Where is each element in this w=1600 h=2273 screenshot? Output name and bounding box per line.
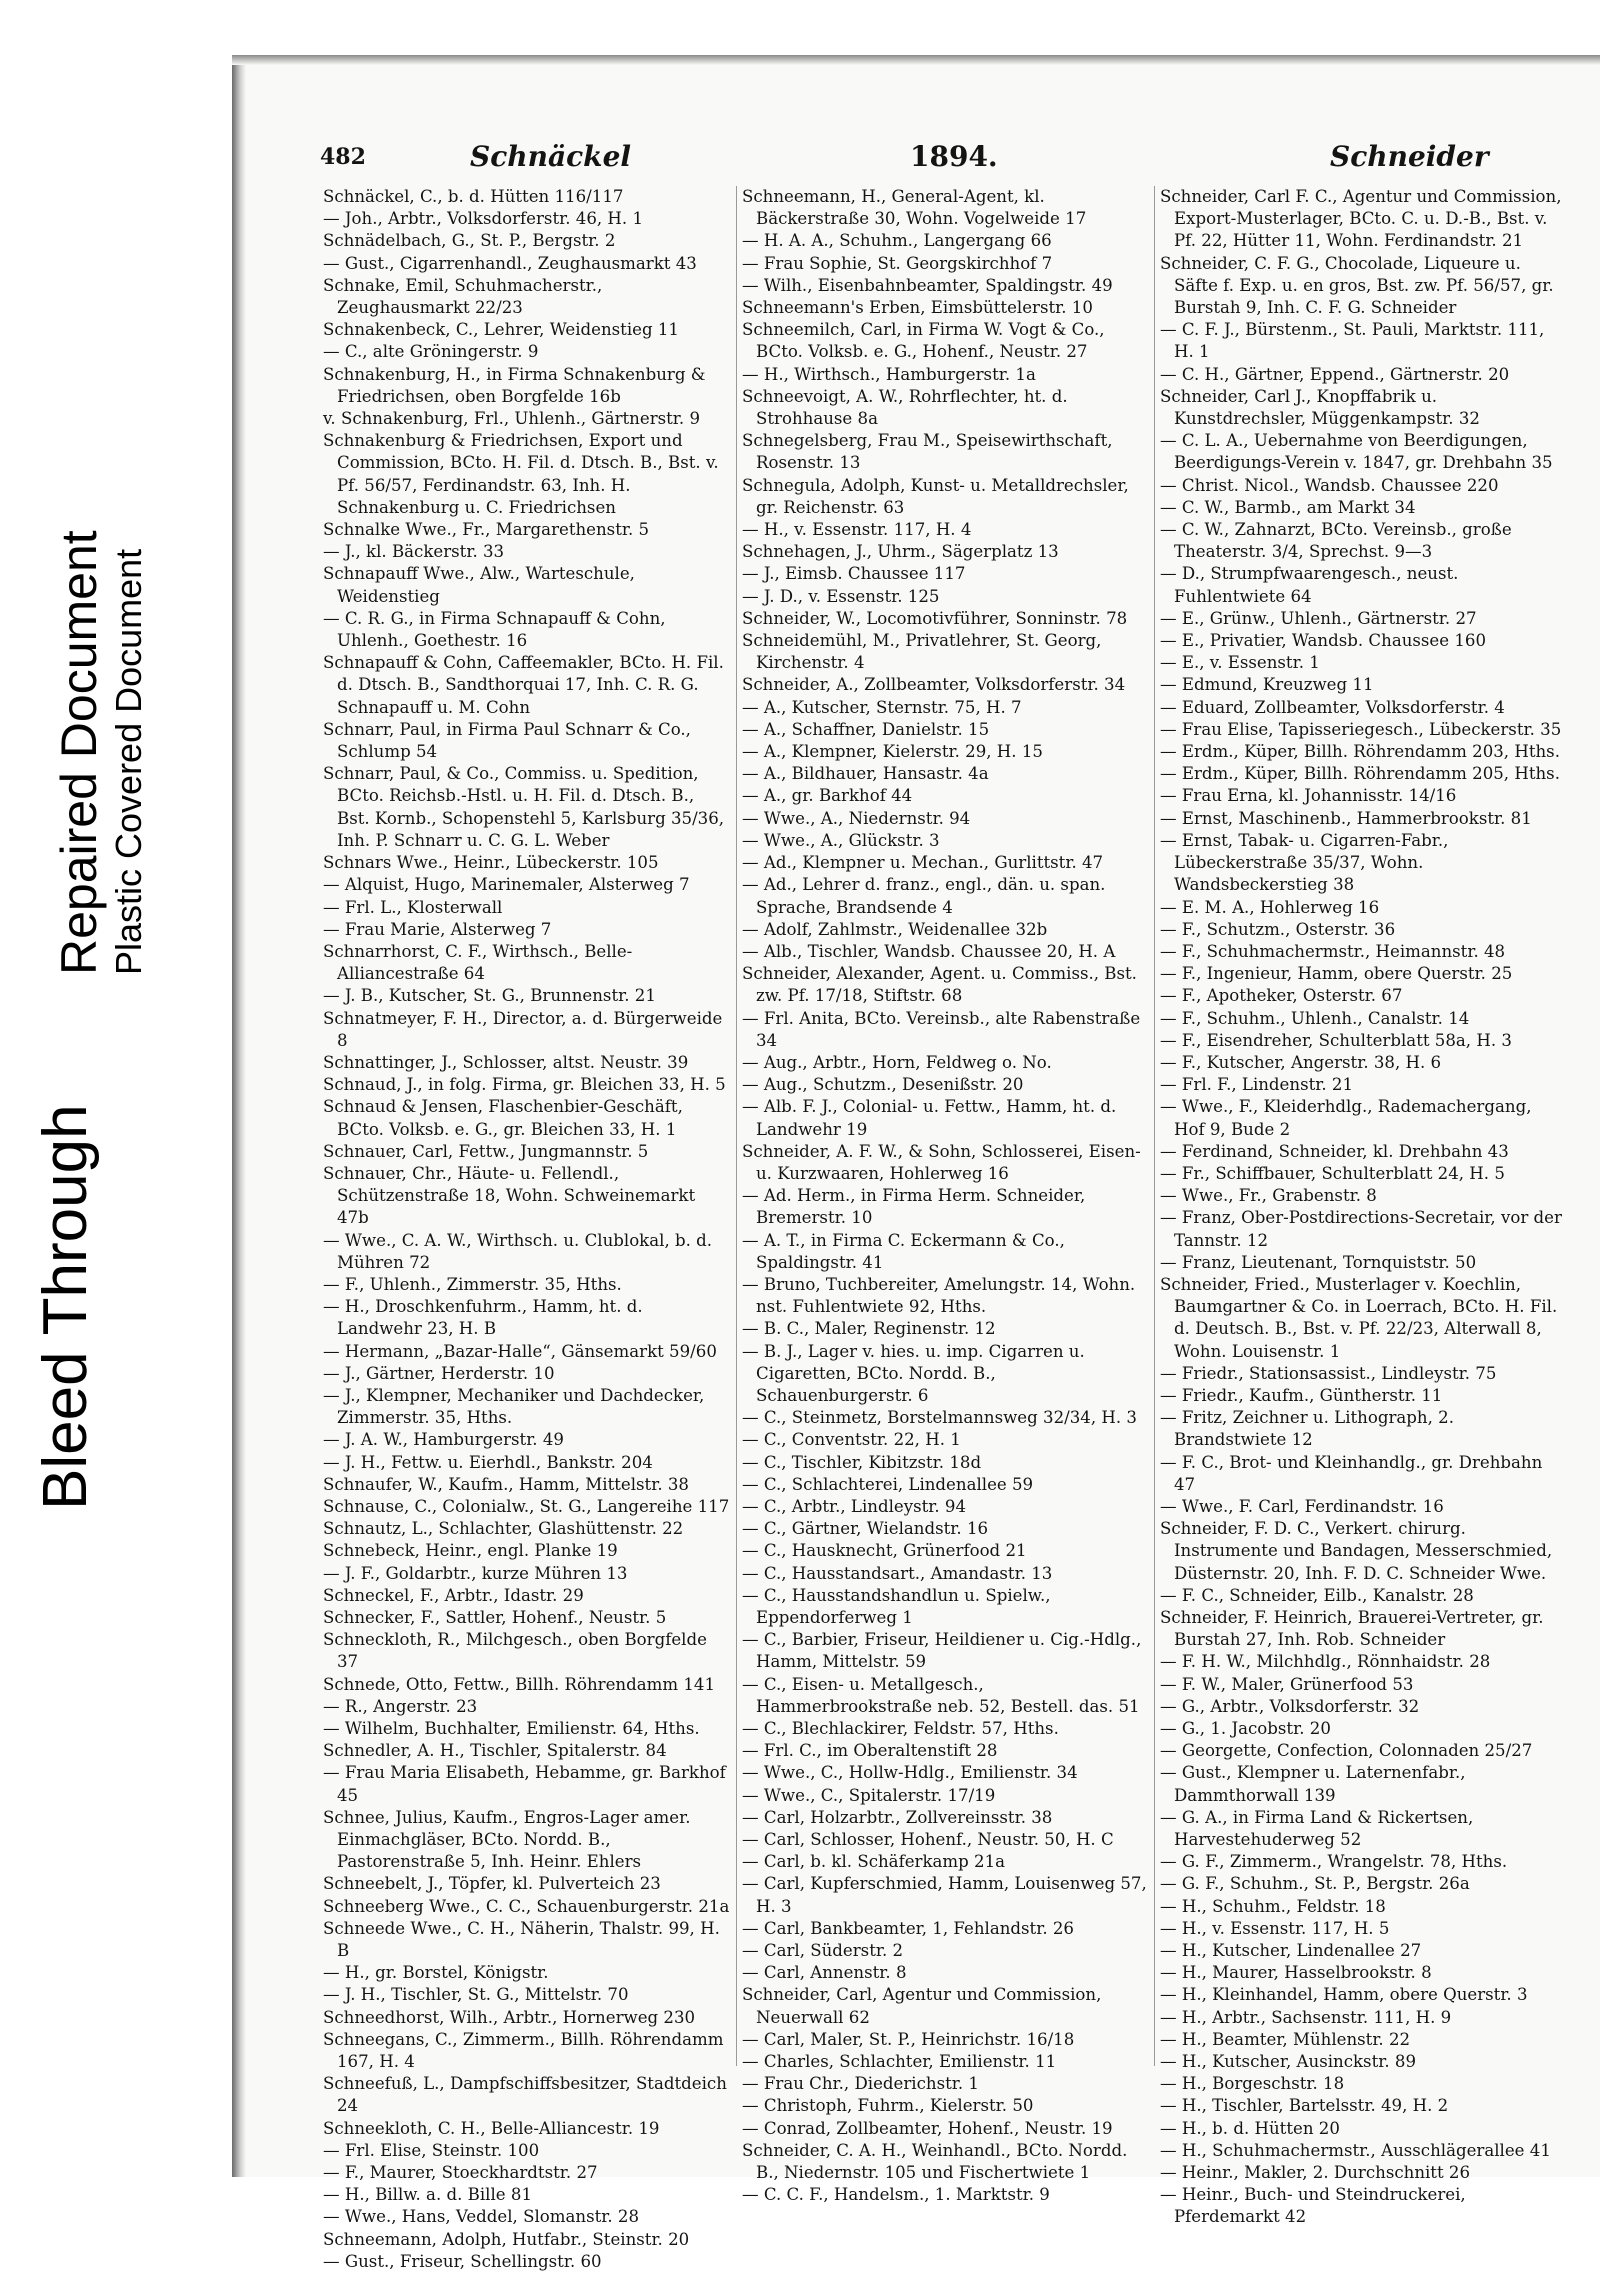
page-header: [320, 140, 1570, 180]
directory-entry: — Ad., Klempner u. Mechan., Gurlittstr. 47: [742, 853, 1104, 873]
directory-entry: — A., Klempner, Kielerstr. 29, H. 15: [742, 742, 1043, 762]
directory-entry: — H., b. d. Hütten 20: [1160, 2118, 1340, 2138]
directory-entry: — C. W., Zahnarzt, BCto. Vereinsb., große Theaterstr. 3/4, Sprechst. 9—3: [1160, 520, 1512, 562]
directory-entry: — J. A. W., Hamburgerstr. 49: [323, 1430, 564, 1450]
directory-entry: — J. H., Fettw. u. Eierhdl., Bankstr. 204: [323, 1452, 653, 1472]
directory-entry: — Christoph, Fuhrm., Kielerstr. 50: [742, 2096, 1034, 2116]
directory-entry: — Edmund, Kreuzweg 11: [1160, 675, 1374, 695]
directory-entry: — Wwe., C., Hollw-Hdlg., Emilienstr. 34: [742, 1763, 1078, 1783]
side-labels: [0, 0, 232, 2177]
directory-entry: Schnaufer, W., Kaufm., Hamm, Mittelstr. 38: [323, 1474, 689, 1494]
directory-entry: — C., alte Gröningerstr. 9: [323, 342, 539, 362]
directory-entry: Schneemann, H., General-Agent, kl. Bäckerstraße 30, Wohn. Vogelweide 17: [742, 187, 1087, 229]
directory-entry: Schnecker, F., Sattler, Hohenf., Neustr. 5: [323, 1608, 667, 1627]
directory-entry: Schnaud, J., in folg. Firma, gr. Bleichen 33, H. 5: [323, 1075, 726, 1095]
directory-entry: — A., Bildhauer, Hansastr. 4a: [742, 764, 989, 784]
directory-entry: — J. D., v. Essenstr. 125: [742, 586, 940, 606]
directory-entry: Schneider, C. F. G., Chocolade, Liqueure u. Säfte f. Exp. u. en gros, Bst. zw. Pf. 56/57, gr. Burstah 9, Inh. C. F. G. Schneider: [1160, 253, 1554, 318]
directory-entry: Schnapauff & Cohn, Caffeemakler, BCto. H. Fil. d. Dtsch. B., Sandthorquai 17, Inh. C. R. G. Schnapauff u. M. Cohn: [323, 653, 724, 717]
directory-entry: — C. H., Gärtner, Eppend., Gärtnerstr. 20: [1160, 364, 1510, 384]
directory-entry: — Friedr., Stationsassist., Lindleystr. 75: [1160, 1363, 1497, 1383]
directory-entry: Schneemilch, Carl, in Firma W. Vogt & Co., BCto. Volksb. e. G., Hohenf., Neustr. 27: [742, 320, 1105, 362]
directory-entry: — G. A., in Firma Land & Rickertsen, Harvestehuderweg 52: [1160, 1807, 1474, 1850]
directory-entry: — Ernst, Tabak- u. Cigarren-Fabr., Lübeckerstraße 35/37, Wohn. Wandsbeckerstieg 38: [1160, 830, 1449, 895]
directory-entry: — Gust., Friseur, Schellingstr. 60: [323, 2251, 602, 2271]
directory-entry: — Carl, Schlosser, Hohenf., Neustr. 50, H. C: [742, 1830, 1114, 1850]
directory-entry: Schneebelt, J., Töpfer, kl. Pulverteich 23: [323, 1874, 661, 1894]
directory-entry: — H., gr. Borstel, Königstr.: [323, 1963, 549, 1983]
directory-entry: — C. R. G., in Firma Schnapauff & Cohn, Uhlenh., Goethestr. 16: [323, 608, 666, 651]
directory-entry: — Ad., Lehrer d. franz., engl., dän. u. span. Sprache, Brandsende 4: [742, 875, 1106, 917]
directory-entry: Schnautz, L., Schlachter, Glashüttenstr. 22: [323, 1519, 684, 1539]
directory-entry: Schnatmeyer, F. H., Director, a. d. Bürgerweide 8: [323, 1008, 723, 1050]
directory-entry: — A., gr. Barkhof 44: [742, 786, 913, 806]
directory-entry: — D., Strumpfwaarengesch., neust. Fuhlentwiete 64: [1160, 564, 1459, 606]
directory-entry: Schnakenburg, H., in Firma Schnakenburg & Friedrichsen, oben Borgfelde 16b: [323, 364, 706, 406]
directory-entry: — H., Tischler, Bartelsstr. 49, H. 2: [1160, 2096, 1449, 2116]
directory-entry: — Erdm., Küper, Billh. Röhrendamm 203, Hths.: [1160, 742, 1560, 762]
directory-entry: — Erdm., Küper, Billh. Röhrendamm 205, Hths.: [1160, 764, 1560, 784]
directory-entry: — Alb., Tischler, Wandsb. Chaussee 20, H. A: [742, 941, 1116, 961]
directory-entry: — R., Angerstr. 23: [323, 1696, 478, 1716]
directory-entry: Schneeberg Wwe., C. C., Schauenburgerstr. 21a: [323, 1896, 730, 1916]
directory-entry: v. Schnakenburg, Frl., Uhlenh., Gärtnerstr. 9: [323, 409, 701, 429]
directory-entry: — F., Schuhmachermstr., Heimannstr. 48: [1160, 941, 1506, 961]
directory-entry: — Conrad, Zollbeamter, Hohenf., Neustr. 19: [742, 2118, 1113, 2138]
directory-entry: — J. H., Tischler, St. G., Mittelstr. 70: [323, 1985, 629, 2005]
directory-entry: — Carl, Maler, St. P., Heinrichstr. 16/18: [742, 2029, 1075, 2049]
directory-entry: — E. M. A., Hohlerweg 16: [1160, 897, 1380, 917]
directory-entry: — A., Schaffner, Danielstr. 15: [742, 719, 990, 739]
page-top-shadow: [232, 55, 1600, 65]
directory-entry: — Wwe., A., Glückstr. 3: [742, 830, 940, 850]
directory-entry: — Frl. Anita, BCto. Vereinsb., alte Rabenstraße 34: [742, 1008, 1141, 1050]
directory-entry: — F., Apotheker, Osterstr. 67: [1160, 986, 1403, 1006]
directory-entry: — E., Grünw., Uhlenh., Gärtnerstr. 27: [1160, 608, 1477, 628]
page-fold-shadow: [232, 55, 246, 2177]
directory-entry: Schnapauff Wwe., Alw., Warteschule, Weidenstieg: [323, 564, 635, 606]
directory-entry: — H., Billw. a. d. Bille 81: [323, 2185, 533, 2205]
directory-entry: Schneede Wwe., C. H., Näherin, Thalstr. 99, H. B: [323, 1918, 720, 1961]
directory-entry: — Heinr., Makler, 2. Durchschnitt 26: [1160, 2163, 1471, 2183]
directory-entry: — H., Arbtr., Sachsenstr. 111, H. 9: [1160, 2007, 1452, 2027]
directory-entry: — Carl, Bankbeamter, 1, Fehlandstr. 26: [742, 1918, 1074, 1938]
directory-entry: Schneider, Carl F. C., Agentur und Commission, Export-Musterlager, BCto. C. u. D.-B., Bst. v. Pf. 22, Hütter 11, Wohn. Ferdinandstr. 21: [1160, 187, 1562, 251]
directory-entry: — Carl, Süderstr. 2: [742, 1941, 904, 1961]
directory-entry: — Frau Erna, kl. Johannisstr. 14/16: [1160, 786, 1457, 806]
directory-columns: [318, 186, 1574, 2271]
directory-entry: Schnee, Julius, Kaufm., Engros-Lager amer. Einmachgläser, BCto. Nordd. B., Pastorenstraße 5, Inh. Heinr. Ehlers: [323, 1807, 691, 1872]
directory-entry: — J. B., Kutscher, St. G., Brunnenstr. 21: [323, 986, 656, 1006]
directory-entry: — Aug., Schutzm., Desenißstr. 20: [742, 1075, 1024, 1095]
directory-entry: Schneedhorst, Wilh., Arbtr., Hornerweg 230: [323, 2007, 696, 2027]
directory-entry: — Fritz, Zeichner u. Lithograph, 2. Brandstwiete 12: [1160, 1408, 1454, 1450]
directory-entry: — Franz, Ober-Postdirections-Secretair, vor der Tannstr. 12: [1160, 1208, 1562, 1250]
directory-entry: — Wwe., F. Carl, Ferdinandstr. 16: [1160, 1496, 1444, 1516]
directory-entry: Schneider, W., Locomotivführer, Sonninstr. 78: [742, 608, 1128, 628]
directory-entry: — H., Borgeschstr. 18: [1160, 2074, 1345, 2094]
directory-entry: — C. W., Barmb., am Markt 34: [1160, 497, 1416, 517]
directory-entry: — F., Kutscher, Angerstr. 38, H. 6: [1160, 1052, 1442, 1072]
directory-entry: — F., Schuhm., Uhlenh., Canalstr. 14: [1160, 1008, 1470, 1028]
directory-entry: Schneider, A. F. W., & Sohn, Schlosserei, Eisen- u. Kurzwaaren, Hohlerweg 16: [742, 1141, 1141, 1183]
directory-entry: — F., Uhlenh., Zimmerstr. 35, Hths.: [323, 1274, 622, 1294]
directory-entry: — C. F. J., Bürstenm., St. Pauli, Marktstr. 111, H. 1: [1160, 320, 1545, 362]
directory-entry: — Frl. F., Lindenstr. 21: [1160, 1075, 1354, 1095]
directory-entry: — C., Hausknecht, Grünerfood 21: [742, 1541, 1027, 1561]
directory-entry: Schneider, F. Heinrich, Brauerei-Vertreter, gr. Burstah 27, Inh. Rob. Schneider: [1160, 1608, 1544, 1650]
directory-entry: — Wwe., Fr., Grabenstr. 8: [1160, 1186, 1377, 1206]
directory-entry: Schneider, F. D. C., Verkert. chirurg. Instrumente und Bandagen, Messerschmied, Düsternstr. 20, Inh. F. D. C. Schneider Wwe.: [1160, 1519, 1553, 1583]
directory-entry: Schneider, Carl J., Knopffabrik u. Kunstdrechsler, Müggenkampstr. 32: [1160, 386, 1480, 429]
directory-entry: — Georgette, Confection, Colonnaden 25/27: [1160, 1741, 1533, 1761]
directory-entry: — H., Kutscher, Ausinckstr. 89: [1160, 2052, 1417, 2072]
directory-entry: Schnarr, Paul, in Firma Paul Schnarr & Co., Schlump 54: [323, 719, 691, 762]
directory-entry: Schnars Wwe., Heinr., Lübeckerstr. 105: [323, 853, 659, 873]
directory-entry: — Eduard, Zollbeamter, Volksdorferstr. 4: [1160, 697, 1505, 717]
directory-entry: — Charles, Schlachter, Emilienstr. 11: [742, 2052, 1057, 2072]
column-middle: [736, 186, 1154, 2205]
directory-entry: — Adolf, Zahlmstr., Weidenallee 32b: [742, 919, 1048, 939]
directory-entry: — F. C., Schneider, Eilb., Kanalstr. 28: [1160, 1585, 1474, 1605]
directory-entry: Schnegelsberg, Frau M., Speisewirthschaft, Rosenstr. 13: [742, 431, 1113, 473]
directory-entry: — J., Klempner, Mechaniker und Dachdecker, Zimmerstr. 35, Hths.: [323, 1385, 705, 1428]
directory-entry: Schnauer, Chr., Häute- u. Fellendl., Schützenstraße 18, Wohn. Schweinemarkt 47b: [323, 1163, 696, 1228]
directory-entry: — Frl. Elise, Steinstr. 100: [323, 2140, 540, 2160]
directory-entry: — H., Droschkenfuhrm., Hamm, ht. d. Landwehr 23, H. B: [323, 1297, 643, 1339]
directory-entry: — E., v. Essenstr. 1: [1160, 653, 1320, 673]
directory-entry: — H., Maurer, Hasselbrookstr. 8: [1160, 1963, 1432, 1983]
directory-entry: — Franz, Lieutenant, Tornquiststr. 50: [1160, 1252, 1477, 1272]
directory-entry: — H., v. Essenstr. 117, H. 4: [742, 520, 972, 540]
directory-entry: Schnehagen, J., Uhrm., Sägerplatz 13: [742, 542, 1059, 562]
directory-entry: — G., 1. Jacobstr. 20: [1160, 1719, 1331, 1739]
directory-entry: — Bruno, Tuchbereiter, Amelungstr. 14, Wohn. nst. Fuhlentwiete 92, Hths.: [742, 1274, 1136, 1317]
directory-entry: — E., Privatier, Wandsb. Chaussee 160: [1160, 631, 1487, 651]
directory-entry: — F., Maurer, Stoeckhardtstr. 27: [323, 2163, 598, 2183]
directory-entry: Schneemann's Erben, Eimsbüttelerstr. 10: [742, 298, 1093, 318]
page-number: 482: [320, 144, 366, 170]
directory-entry: Schneckel, F., Arbtr., Idastr. 29: [323, 1585, 584, 1605]
directory-entry: — Carl, Kupferschmied, Hamm, Louisenweg 57, H. 3: [742, 1874, 1147, 1916]
directory-entry: — Gust., Klempner u. Laternenfabr., Dammthorwall 139: [1160, 1763, 1466, 1805]
directory-entry: — A., Kutscher, Sternstr. 75, H. 7: [742, 697, 1022, 717]
directory-entry: — F., Schutzm., Osterstr. 36: [1160, 919, 1396, 939]
directory-entry: — Frl. C., im Oberaltenstift 28: [742, 1741, 998, 1761]
directory-entry: — B. J., Lager v. hies. u. imp. Cigarren u. Cigaretten, BCto. Nordd. B., Schauenburgerstr. 6: [742, 1341, 1085, 1405]
directory-entry: Schnattinger, J., Schlosser, altst. Neustr. 39: [323, 1052, 689, 1072]
directory-entry: Schnebeck, Heinr., engl. Planke 19: [323, 1541, 618, 1561]
directory-entry: — Wwe., F., Kleiderhdlg., Rademachergang, Hof 9, Bude 2: [1160, 1097, 1532, 1139]
directory-entry: — H., Kleinhandel, Hamm, obere Querstr. 3: [1160, 1985, 1528, 2005]
directory-entry: — Fr., Schiffbauer, Schulterblatt 24, H. 5: [1160, 1163, 1505, 1183]
directory-entry: — Carl, Holzarbtr., Zollvereinsstr. 38: [742, 1807, 1053, 1827]
directory-entry: — C., Conventstr. 22, H. 1: [742, 1430, 961, 1450]
directory-entry: — Ferdinand, Schneider, kl. Drehbahn 43: [1160, 1141, 1509, 1161]
directory-entry: — H., Wirthsch., Hamburgerstr. 1a: [742, 364, 1036, 384]
directory-entry: — Ad. Herm., in Firma Herm. Schneider, Bremerstr. 10: [742, 1186, 1086, 1228]
directory-entry: — Frau Marie, Alsterweg 7: [323, 919, 552, 939]
column-left: [318, 186, 736, 2271]
directory-entry: — Joh., Arbtr., Volksdorferstr. 46, H. 1: [323, 209, 644, 229]
running-head-year: 1894.: [910, 140, 998, 173]
directory-entry: — Wilhelm, Buchhalter, Emilienstr. 64, Hths.: [323, 1719, 700, 1739]
directory-entry: Schnakenbeck, C., Lehrer, Weidenstieg 11: [323, 320, 679, 340]
directory-entry: — F. W., Maler, Grünerfood 53: [1160, 1674, 1414, 1694]
directory-entry: Schnauer, Carl, Fettw., Jungmannstr. 5: [323, 1141, 649, 1161]
directory-entry: — C., Eisen- u. Metallgesch., Hammerbrookstraße neb. 52, Bestell. das. 51: [742, 1674, 1140, 1716]
directory-entry: — Frau Sophie, St. Georgskirchhof 7: [742, 253, 1053, 273]
directory-entry: — Frau Maria Elisabeth, Hebamme, gr. Barkhof 45: [323, 1763, 726, 1805]
plastic-covered-label: Plastic Covered Document: [108, 548, 149, 975]
directory-entry: — C., Steinmetz, Borstelmannsweg 32/34, H. 3: [742, 1408, 1137, 1428]
directory-entry: Schnakenburg & Friedrichsen, Export und Commission, BCto. H. Fil. d. Dtsch. B., Bst. v. Pf. 56/57, Ferdinandstr. 63, Inh. H. Schnakenburg u. C. Friedrichsen: [323, 431, 719, 517]
directory-entry: Schneidemühl, M., Privatlehrer, St. Georg, Kirchenstr. 4: [742, 631, 1102, 673]
directory-entry: — C., Barbier, Friseur, Heildiener u. Cig.-Hdlg., Hamm, Mittelstr. 59: [742, 1630, 1142, 1672]
directory-entry: Schnede, Otto, Fettw., Billh. Röhrendamm 141: [323, 1674, 716, 1694]
directory-entry: Schneemann, Adolph, Hutfabr., Steinstr. 20: [323, 2229, 690, 2249]
directory-entry: — H., Schuhm., Feldstr. 18: [1160, 1896, 1386, 1916]
directory-entry: Schnädelbach, G., St. P., Bergstr. 2: [323, 231, 616, 251]
directory-entry: — Aug., Arbtr., Horn, Feldweg o. No.: [742, 1052, 1052, 1072]
directory-entry: — Christ. Nicol., Wandsb. Chaussee 220: [1160, 475, 1499, 495]
directory-entry: — H., v. Essenstr. 117, H. 5: [1160, 1918, 1390, 1938]
directory-entry: Schnause, C., Colonialw., St. G., Langereihe 117: [323, 1496, 730, 1516]
directory-entry: — C., Tischler, Kibitzstr. 18d: [742, 1452, 982, 1472]
running-head-right: Schneider: [1330, 140, 1489, 173]
directory-entry: Schneider, Carl, Agentur und Commission, Neuerwall 62: [742, 1985, 1102, 2027]
directory-entry: — H. A. A., Schuhm., Langergang 66: [742, 231, 1052, 251]
directory-entry: Schnaud & Jensen, Flaschenbier-Geschäft, BCto. Volksb. e. G., gr. Bleichen 33, H. 1: [323, 1097, 683, 1139]
directory-entry: — C., Arbtr., Lindleystr. 94: [742, 1496, 967, 1516]
directory-entry: — F. C., Brot- und Kleinhandlg., gr. Drehbahn 47: [1160, 1452, 1543, 1494]
directory-entry: — J., Eimsb. Chaussee 117: [742, 564, 966, 584]
directory-entry: Schneckloth, R., Milchgesch., oben Borgfelde 37: [323, 1630, 707, 1672]
directory-entry: Schneegans, C., Zimmerm., Billh. Röhrendamm 167, H. 4: [323, 2029, 724, 2072]
directory-entry: Schneider, Alexander, Agent. u. Commiss., Bst. zw. Pf. 17/18, Stiftstr. 68: [742, 964, 1137, 1006]
directory-entry: — H., Beamter, Mühlenstr. 22: [1160, 2029, 1411, 2049]
directory-entry: Schneevoigt, A. W., Rohrflechter, ht. d. Strohhause 8a: [742, 386, 1068, 429]
directory-entry: — Alquist, Hugo, Marinemaler, Alsterweg 7: [323, 875, 690, 895]
directory-entry: — C., Hausstandshandlun u. Spielw., Eppendorferweg 1: [742, 1585, 1051, 1627]
directory-entry: Schnarrhorst, C. F., Wirthsch., Belle-Alliancestraße 64: [323, 941, 633, 984]
directory-entry: — Ernst, Maschinenb., Hammerbrookstr. 81: [1160, 808, 1532, 828]
directory-entry: — H., Kutscher, Lindenallee 27: [1160, 1941, 1422, 1961]
directory-entry: — Carl, Annenstr. 8: [742, 1963, 907, 1983]
directory-entry: — F., Eisendreher, Schulterblatt 58a, H. 3: [1160, 1030, 1512, 1050]
directory-entry: — C., Blechlackirer, Feldstr. 57, Hths.: [742, 1719, 1059, 1739]
directory-entry: — B. C., Maler, Reginenstr. 12: [742, 1319, 996, 1339]
directory-entry: — J., Gärtner, Herderstr. 10: [323, 1363, 555, 1383]
directory-entry: — G. F., Zimmerm., Wrangelstr. 78, Hths.: [1160, 1852, 1508, 1872]
directory-entry: — C. C. F., Handelsm., 1. Marktstr. 9: [742, 2185, 1050, 2205]
directory-entry: — Friedr., Kaufm., Güntherstr. 11: [1160, 1385, 1443, 1405]
directory-entry: Schnedler, A. H., Tischler, Spitalerstr. 84: [323, 1741, 667, 1761]
directory-entry: — F. H. W., Milchhdlg., Rönnhaidstr. 28: [1160, 1652, 1491, 1672]
directory-entry: — Gust., Cigarrenhandl., Zeughausmarkt 43: [323, 253, 697, 273]
running-head-left: Schnäckel: [470, 140, 632, 173]
directory-entry: — Carl, b. kl. Schäferkamp 21a: [742, 1852, 1006, 1872]
directory-entry: Schneider, A., Zollbeamter, Volksdorferstr. 34: [742, 675, 1126, 695]
directory-entry: — C., Gärtner, Wielandstr. 16: [742, 1519, 989, 1539]
directory-entry: — Frau Chr., Diederichstr. 1: [742, 2074, 979, 2094]
directory-entry: — Hermann, „Bazar-Halle“, Gänsemarkt 59/60: [323, 1341, 717, 1361]
directory-entry: Schnegula, Adolph, Kunst- u. Metalldrechsler, gr. Reichenstr. 63: [742, 475, 1129, 517]
directory-entry: — Wwe., C., Spitalerstr. 17/19: [742, 1785, 996, 1805]
directory-entry: — Heinr., Buch- und Steindruckerei, Pferdemarkt 42: [1160, 2185, 1466, 2227]
directory-entry: Schnake, Emil, Schuhmacherstr., Zeughausmarkt 22/23: [323, 275, 603, 318]
directory-entry: Schnäckel, C., b. d. Hütten 116/117: [323, 187, 624, 206]
directory-entry: — J., kl. Bäckerstr. 33: [323, 542, 505, 562]
directory-entry: — Wwe., Hans, Veddel, Slomanstr. 28: [323, 2207, 640, 2227]
directory-entry: — H., Schuhmachermstr., Ausschlägerallee 41: [1160, 2140, 1551, 2160]
directory-entry: — A. T., in Firma C. Eckermann & Co., Spaldingstr. 41: [742, 1230, 1065, 1272]
bleed-through-label: Bleed Through: [31, 1104, 100, 1510]
directory-entry: Schnarr, Paul, & Co., Commiss. u. Spedition, BCto. Reichsb.-Hstl. u. H. Fil. d. Dtsch. B., Bst. Kornb., Schopenstehl 5, Karlsburg 35/36, Inh. P. Schnarr u. C. G. L. Weber: [323, 764, 725, 850]
directory-entry: — F., Ingenieur, Hamm, obere Querstr. 25: [1160, 964, 1513, 984]
directory-entry: Schneider, C. A. H., Weinhandl., BCto. Nordd. B., Niedernstr. 105 und Fischertwiete 1: [742, 2140, 1128, 2183]
directory-entry: — C., Schlachterei, Lindenallee 59: [742, 1474, 1034, 1494]
directory-entry: — Alb. F. J., Colonial- u. Fettw., Hamm, ht. d. Landwehr 19: [742, 1097, 1117, 1139]
directory-entry: — J. F., Goldarbtr., kurze Mühren 13: [323, 1563, 628, 1583]
directory-entry: Schnalke Wwe., Fr., Margarethenstr. 5: [323, 520, 650, 540]
directory-entry: — G. F., Schuhm., St. P., Bergstr. 26a: [1160, 1874, 1470, 1894]
directory-entry: — Frl. L., Klosterwall: [323, 897, 503, 917]
directory-entry: — Wwe., C. A. W., Wirthsch. u. Clublokal, b. d. Mühren 72: [323, 1230, 713, 1272]
directory-entry: — C. L. A., Uebernahme von Beerdigungen, Beerdigungs-Verein v. 1847, gr. Drehbahn 35: [1160, 431, 1553, 473]
directory-entry: — Frau Elise, Tapisseriegesch., Lübeckerstr. 35: [1160, 719, 1562, 739]
directory-entry: — C., Hausstandsart., Amandastr. 13: [742, 1563, 1053, 1583]
repaired-document-label: Repaired Document: [51, 530, 107, 975]
directory-entry: — G., Arbtr., Volksdorferstr. 32: [1160, 1696, 1420, 1716]
directory-entry: Schneekloth, C. H., Belle-Alliancestr. 19: [323, 2118, 660, 2138]
directory-entry: Schneider, Fried., Musterlager v. Koechlin, Baumgartner & Co. in Loerrach, BCto. H. Fil. d. Deutsch. B., Bst. v. Pf. 22/23, Alterwall 8, Wohn. Louisenstr. 1: [1160, 1274, 1558, 1361]
column-right: [1154, 186, 1572, 2227]
directory-entry: — Wwe., A., Niedernstr. 94: [742, 808, 971, 828]
directory-entry: Schneefuß, L., Dampfschiffsbesitzer, Stadtdeich 24: [323, 2074, 727, 2116]
directory-entry: — Wilh., Eisenbahnbeamter, Spaldingstr. 49: [742, 275, 1113, 295]
